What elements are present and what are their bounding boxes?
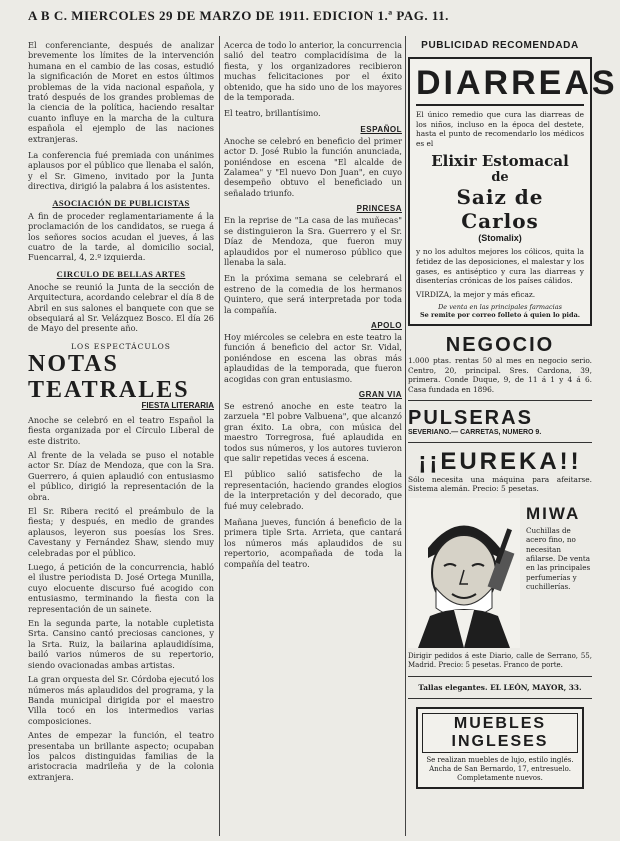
product-subname: (Stomalix): [478, 233, 522, 244]
ad-title: PULSERAS: [408, 406, 533, 429]
divider: [416, 104, 584, 106]
page-masthead: A B C. MIERCOLES 29 DE MARZO DE 1911. EDICION 1.ª PAG. 11.: [28, 8, 449, 23]
theatre-name: ESPAÑOL: [360, 124, 402, 134]
brand-name: Saiz de Carlos: [456, 185, 544, 234]
ad-eureka: [408, 449, 592, 670]
column-divider: [405, 36, 406, 836]
article-paragraph: Mañana jueves, función á beneficio de la primera tiple Srta. Arrieta, que cantará los números más aplaudidos de su repertorio, acompañada de toda la compañía del teatro.: [224, 517, 402, 569]
ad-text: Sólo necesita una máquina para afeitarse. Sistema alemán. Precio: 5 pesetas.: [408, 474, 592, 494]
article-paragraph: Hoy miércoles se celebra en este teatro la función á beneficio del actor Sr. Vidal, poniéndose en escena las obras más aplaudidas de la temporada, que fueron acogidas con gran entusiasmo.: [224, 331, 402, 384]
product-name: Elixir Estomacal: [431, 152, 569, 171]
article-paragraph: Luego, á petición de la concurrencia, habló el ilustre periodista D. José Ortega Munilla, cuyo elocuente discurso fué acogido con entusiasmo, terminando la fiesta con la representación de un sainete.: [28, 562, 214, 614]
ad-text: Se realizan muebles de lujo, estilo inglés. Ancha de San Bernardo, 17, entresuelo. Completamente nuevos.: [426, 755, 574, 782]
article-paragraph: Anoche se reunió la Junta de la sección de Arquitectura, acordando celebrar el día 8 de Abril en sus salones el banquete con que se obsequiará al Sr. Velázquez Bosco. El día 26 de Mayo del presente año.: [28, 281, 214, 334]
article-paragraph: El conferenciante, después de analizar brevemente los límites de la intervención humana en el cambio de las cosas, estudió la significación de Moret en estos últimos problemas de la vida nacional española, y trató después de los grandes problemas de la ciencia de la política, haciendo resaltar cuanto influye en la marcha de la cultura española el ejemplo de las naciones extranjeras.: [28, 40, 214, 144]
article-paragraph: El teatro, brillantísimo.: [224, 108, 321, 119]
ad-title: ¡¡EUREKA!!: [418, 447, 582, 475]
ad-text: 1.000 ptas. rentas 50 al mes en negocio serio. Centro, 20, principal. Sres. Cardona, 39, primera. Conde Duque, 9, de 11 á 1 y 4 á 6. Casa fundada en 1896.: [408, 356, 592, 394]
advertising-header: PUBLICIDAD RECOMENDADA: [421, 40, 579, 51]
divider: [408, 400, 592, 401]
article-paragraph: Anoche se celebró en beneficio del primer actor D. José Rubio la función anunciada, poniéndose en escena "El alcalde de Zalamea" y "El nuevo Don Juan", en cuyo desempeño obtuvo el beneficiado un señalado triunfo.: [224, 135, 402, 198]
ad-text: Dirigir pedidos á este Diario, calle de Serrano, 55, Madrid. Precio: 5 pesetas. Franco de porte.: [408, 651, 592, 669]
section-heading: CIRCULO DE BELLAS ARTES: [56, 268, 186, 279]
theatre-name: APOLO: [371, 320, 402, 330]
divider: [408, 442, 592, 443]
theatre-name: PRINCESA: [356, 204, 402, 214]
ad-pulseras: [408, 407, 592, 429]
theatre-name: GRAN VIA: [358, 389, 402, 399]
divider: [408, 698, 592, 699]
ad-footnote: De venta en las principales farmacias: [438, 303, 562, 312]
article-paragraph: La gran orquesta del Sr. Córdoba ejecutó los números más aplaudidos del programa, y la Banda municipal dirigida por el maestro Villa tocó en los intermedios varias composiciones.: [28, 674, 214, 726]
article-paragraph: El Sr. Ribera recitó el preámbulo de la fiesta; y después, en medio de grandes aplausos, leyeron sus poesías los Sres. Cavestany y Fernández Shaw, siendo muy celebradas por el público.: [28, 506, 214, 558]
divider: [408, 676, 592, 677]
article-paragraph: En la segunda parte, la notable cupletista Srta. Cansino cantó preciosas canciones, y la Srta. Ruiz, la bailarina aplaudidísima, bailó varios números de su repertorio, siendo ovacionadas ambas artistas.: [28, 618, 214, 670]
article-paragraph: Se estrenó anoche en este teatro la zarzuela "El pobre Valbuena", que alcanzó gran éxito. La obra, con música del maestro Torregrosa, fué aplaudida en todos sus números, y los autores tuvieron que salir repetidas veces á escena.: [224, 400, 402, 463]
ad-tallas: Tallas elegantes. EL LEÓN, MAYOR, 33.: [418, 682, 582, 692]
ad-muebles: [416, 707, 584, 789]
column-left: [28, 40, 214, 835]
ad-text: Cuchillas de acero fino, no necesitan afilarse. De venta en las principales perfumerías y cuchillerías.: [526, 525, 591, 592]
section-kicker: LOS ESPECTÁCULOS: [71, 341, 171, 351]
article-paragraph: Acerca de todo lo anterior, la concurrencia salió del teatro complacidísima de la fiesta, y los organizadores recibieron muchas felicitaciones por el éxito obtenido, que ha sido uno de los mayores de la temporada.: [224, 40, 402, 103]
ad-title: DIARREAS: [416, 64, 618, 102]
ad-title: NEGOCIO: [445, 334, 555, 357]
column-middle: [224, 40, 402, 835]
ad-negocio: [408, 334, 592, 394]
ad-text: SEVERIANO.— CARRETAS, NUMERO 9.: [408, 428, 542, 436]
brand-name: MIWA: [526, 503, 581, 523]
ad-title: MUEBLES INGLESES: [422, 713, 578, 753]
article-paragraph: Antes de empezar la función, el teatro presentaba un brillante aspecto; ocupaban los palcos distinguidas familias de la aristocracia madrileña y de la colonia extranjera.: [28, 730, 214, 782]
article-subhead: FIESTA LITERARIA: [141, 400, 214, 410]
article-paragraph: El público salió satisfecho de la representación, haciendo grandes elogios de la interpretación y del decorado, que fué muy celebrado.: [224, 469, 402, 511]
column-divider: [219, 36, 220, 836]
column-advertising: [408, 38, 618, 836]
article-paragraph: En la próxima semana se celebrará el estreno de la comedia de los hermanos Quintero, que será interpretada por toda la compañía.: [224, 273, 402, 315]
ad-text: y no los adultos mejores los cólicos, quita la fetidez de las deposiciones, el malestar y los gases, es antiséptico y cura las diarreas y disenterías crónicas de los países cálidos.: [416, 247, 584, 286]
article-paragraph: Anoche se celebró en el teatro Español la fiesta organizada por el Círculo Liberal de este distrito.: [28, 414, 214, 446]
article-paragraph: En la reprise de "La casa de las muñecas" se distinguieron la Sra. Guerrero y el Sr. Díaz de Mendoza, que fueron muy aplaudidos por el numeroso público que llenaba la sala.: [224, 215, 402, 267]
ad-diarreas: [408, 57, 618, 326]
ad-text: El único remedio que cura las diarreas de los niños, incluso en la época del destete, hasta el punto de recomendarlo los médicos es el: [416, 110, 584, 148]
section-title: NOTAS TEATRALES: [28, 350, 190, 403]
article-paragraph: A fin de proceder reglamentariamente á la proclamación de los candidatos, se ruega á los señores socios acudan el jueves, á las cuatro de la tarde, al domicilio social, Fuencarral, 4, 2.º izquierda.: [28, 210, 214, 263]
product-connector: de: [491, 170, 509, 186]
ad-footnote: Se remite por correo folleto á quien lo pida.: [419, 311, 581, 320]
article-paragraph: La conferencia fué premiada con unánimes aplausos por el público que llenaba el salón, y el Sr. Gimeno, invitado por la Junta directiva, dirigió la palabra á los asistentes.: [28, 150, 214, 192]
article-paragraph: Al frente de la velada se puso el notable actor Sr. Díaz de Mendoza, que con la Sra. Guerrero, á quien aplaudió con entusiasmo el público, dirigió la representación de la obra.: [28, 449, 214, 502]
section-heading: ASOCIACIÓN DE PUBLICISTAS: [52, 197, 190, 208]
shaving-man-illustration: [408, 498, 520, 648]
ad-text: VIRDIZA, la mejor y más eficaz.: [416, 289, 536, 299]
